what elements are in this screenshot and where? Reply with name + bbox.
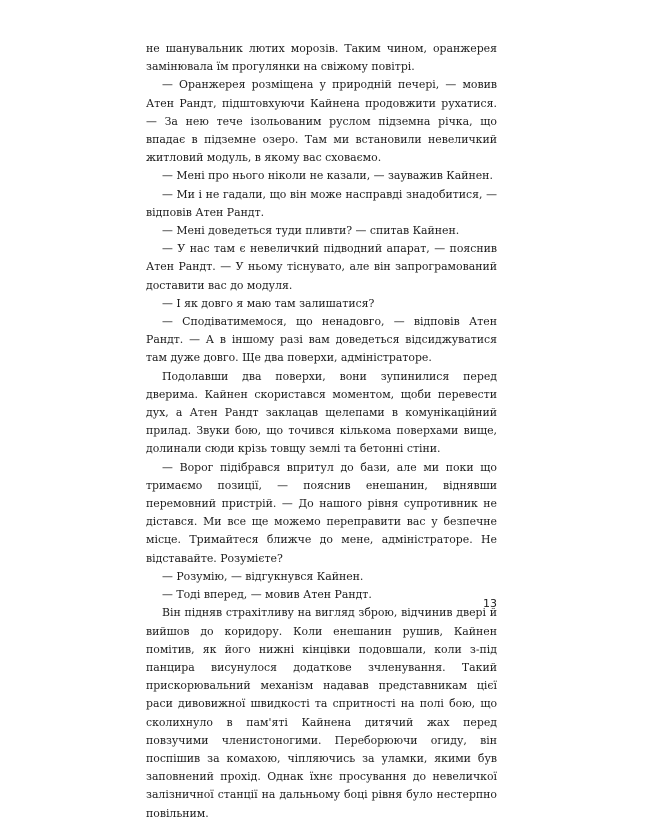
paragraph: — Розумію, — відгукнувся Кайнен. — [162, 569, 364, 583]
paragraph: — Оранжерея розміщена у природній печері, — мовив Атен Рандт, підштовхуючи Кайнена продовжити рухатися. — За нею тече ізольованим руслом підземна річка, що впадає в підземне озеро. Там ми встановили невеличкий житловий модуль, в якому вас сховаємо. — [146, 78, 497, 165]
paragraph: — Ми і не гадали, що він може насправді знадобитися, — відповів Атен Рандт. — [146, 187, 497, 219]
paragraph: — Мені доведеться туди пливти? — спитав Кайнен. — [162, 224, 460, 238]
paragraph: — І як довго я маю там залишатися? — [162, 296, 375, 310]
page-number: 13 — [483, 597, 497, 610]
paragraph: — Сподіватимемося, що ненадовго, — відповів Атен Рандт. — А в іншому разі вам доведеться відсиджуватися там дуже довго. Ще два поверхи, адміністраторе. — [146, 315, 497, 365]
paragraph: — Ворог підібрався впритул до бази, але ми поки що тримаємо позиції, — пояснив енешанин, віднявши перемовний пристрій. — До нашого рівня супротивник не дістався. Ми все ще можемо переправити вас у безпечне місце. Тримайтеся ближче до мене, адміністраторе. Не відставайте. Розумієте? — [146, 460, 497, 565]
paragraph: — Тоді вперед, — мовив Атен Рандт. — [162, 588, 372, 602]
paragraph: — У нас там є невеличкий підводний апарат, — пояснив Атен Рандт. — У ньому тіснувато, але він запрограмований доставити вас до модуля. — [146, 242, 497, 292]
body-text — [146, 40, 497, 823]
paragraph: не шанувальник лютих морозів. Таким чином, оранжерея замінювала їм прогулянки на свіжому повітрі. — [146, 42, 497, 74]
paragraph: Він підняв страхітливу на вигляд зброю, відчинив двері й вийшов до коридору. Коли енешанин рушив, Кайнен помітив, як його нижні кінцівки подовшали, коли з-під панцира висунулося додаткове зчленування. Такий прискорювальний механізм надавав представникам цієї раси дивовижної швидкості та спритності на полі бою, що сколихнуло в пам'яті Кайнена дитячий жах перед повзучими членистоногими. Переборюючи огиду, він поспішив за комахою, чіпляючись за уламки, якими був заповнений прохід. Однак їхнє просування до невеличкої залізничної станції на дальньому боці рівня було нестерпно повільним. — [146, 606, 497, 820]
paragraph: — Мені про нього ніколи не казали, — зауважив Кайнен. — [162, 169, 493, 183]
paragraph: Подолавши два поверхи, вони зупинилися перед дверима. Кайнен скористався моментом, щоби перевести дух, а Атен Рандт заклацав щелепами в комунікаційний прилад. Звуки бою, що точився кількома поверхами вище, долинали сюди крізь товщу землі та бетонні стіни. — [146, 369, 497, 456]
